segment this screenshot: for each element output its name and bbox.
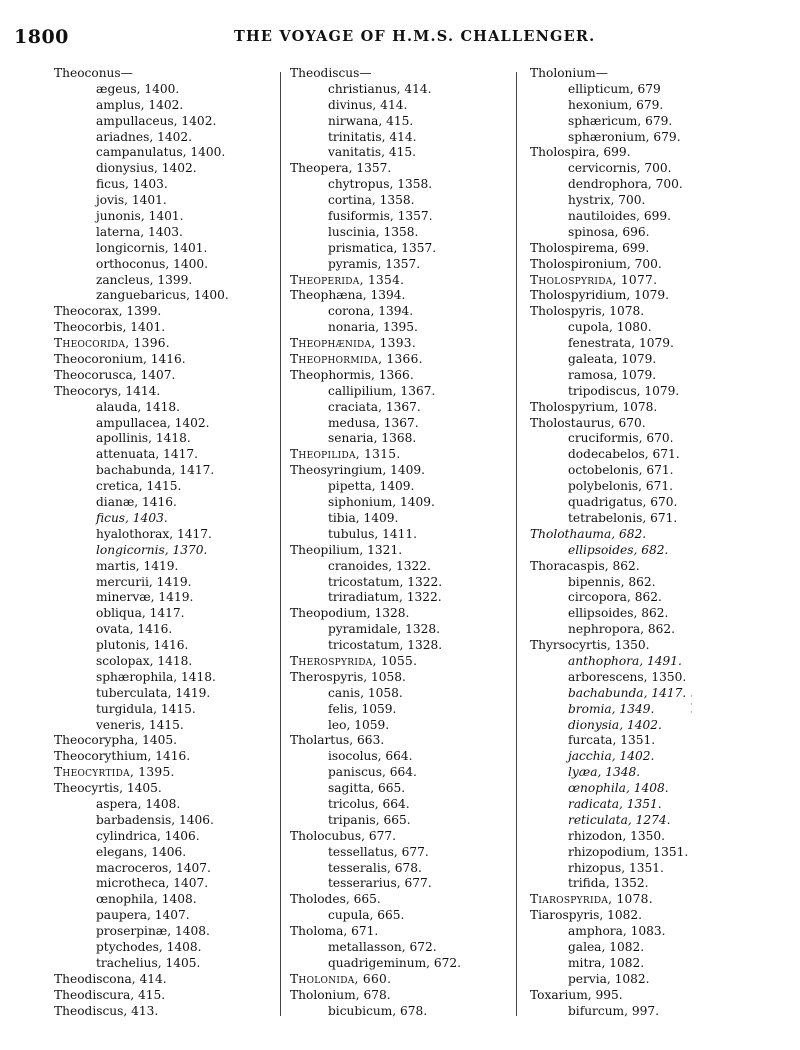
index-column-1 — [54, 66, 269, 1019]
index-subentry: trifida, 1352. — [568, 876, 649, 891]
index-entry: Tholostaurus, 670. — [530, 415, 646, 430]
index-subentry: rhizodon, 1350. — [568, 828, 665, 843]
index-subentry: tesseralis, 678. — [328, 860, 422, 875]
index-subentry: reticulata, 1274. — [568, 812, 671, 827]
index-entry: Theocyrtida, 1395. — [54, 765, 175, 780]
index-subentry: apollinis, 1418. — [96, 431, 191, 446]
index-entry: Tiarospyris, 1082. — [530, 908, 643, 923]
index-subentry: laterna, 1403. — [96, 224, 183, 239]
index-subentry: luscinia, 1358. — [328, 224, 419, 239]
index-subentry: tricolus, 664. — [328, 796, 410, 811]
index-entry: Tholospyris, 1078. — [530, 304, 645, 319]
index-subentry: nirwana, 415. — [328, 113, 414, 128]
index-subentry: longicornis, 1370. — [96, 542, 208, 557]
column-divider — [280, 72, 281, 1016]
margin-mark: · · · — [690, 692, 693, 718]
index-subentry: œnophila, 1408. — [568, 781, 669, 796]
index-entry: Theodiscona, 414. — [54, 971, 167, 986]
running-title: THE VOYAGE OF H.M.S. CHALLENGER. — [234, 28, 596, 45]
index-column-3 — [530, 66, 730, 1019]
index-subentry: elegans, 1406. — [96, 844, 187, 859]
index-subentry: proserpinæ, 1408. — [96, 924, 210, 939]
index-subentry: martis, 1419. — [96, 558, 179, 573]
index-subentry: cortina, 1358. — [328, 193, 415, 208]
index-entry: Theocorypha, 1405. — [54, 733, 177, 748]
index-subentry: campanulatus, 1400. — [96, 145, 226, 160]
index-subentry: tricostatum, 1322. — [328, 574, 443, 589]
index-subentry: pervia, 1082. — [568, 971, 650, 986]
index-subentry: polybelonis, 671. — [568, 479, 674, 494]
index-subentry: turgidula, 1415. — [96, 701, 196, 716]
index-entry: Theocyrtis, 1405. — [54, 781, 162, 796]
index-subentry: sphæricum, 679. — [568, 113, 673, 128]
index-subentry: cruciformis, 670. — [568, 431, 674, 446]
index-subentry: microtheca, 1407. — [96, 876, 209, 891]
index-subentry: chytropus, 1358. — [328, 177, 433, 192]
index-subentry: ægeus, 1400. — [96, 81, 180, 96]
index-subentry: rhizopus, 1351. — [568, 860, 664, 875]
index-subentry: obliqua, 1417. — [96, 606, 185, 621]
index-subentry: bromia, 1349. — [568, 701, 655, 716]
index-subentry: ampullacea, 1402. — [96, 415, 210, 430]
index-subentry: arborescens, 1350. — [568, 669, 687, 684]
index-entry: Tiarospyrida, 1078. — [530, 892, 653, 907]
index-entry: Tholoma, 671. — [290, 924, 379, 939]
index-entry: Tholospyrida, 1077. — [530, 272, 658, 287]
index-entry: Theodiscus— — [290, 66, 372, 80]
index-entry: Theopera, 1357. — [290, 161, 392, 176]
index-subentry: isocolus, 664. — [328, 749, 413, 764]
index-subentry: octobelonis, 671. — [568, 463, 674, 478]
index-subentry: metallasson, 672. — [328, 939, 437, 954]
index-subentry: tripanis, 665. — [328, 812, 411, 827]
index-subentry: zanguebaricus, 1400. — [96, 288, 229, 303]
index-subentry: tetrabelonis, 671. — [568, 510, 678, 525]
index-entry: Theophormida, 1366. — [290, 352, 423, 367]
index-subentry: galeata, 1079. — [568, 352, 657, 367]
column-divider — [516, 72, 517, 1016]
index-subentry: trinitatis, 414. — [328, 129, 417, 144]
index-entry: Theocorbis, 1401. — [54, 320, 166, 335]
index-subentry: nautiloides, 699. — [568, 209, 672, 224]
index-entry: Toxarium, 995. — [530, 987, 623, 1002]
index-subentry: ficus, 1403. — [96, 177, 168, 192]
index-subentry: dianæ, 1416. — [96, 495, 177, 510]
index-subentry: christianus, 414. — [328, 81, 432, 96]
index-subentry: hystrix, 700. — [568, 193, 646, 208]
index-subentry: ariadnes, 1402. — [96, 129, 193, 144]
index-entry: Therospyrida, 1055. — [290, 653, 418, 668]
index-subentry: jacchia, 1402. — [568, 749, 655, 764]
index-subentry: bipennis, 862. — [568, 574, 656, 589]
index-subentry: fusiformis, 1357. — [328, 209, 433, 224]
index-subentry: leo, 1059. — [328, 717, 390, 732]
index-subentry: dodecabelos, 671. — [568, 447, 680, 462]
index-entry: Theocoronium, 1416. — [54, 352, 186, 367]
index-subentry: tripodiscus, 1079. — [568, 383, 680, 398]
index-subentry: sphærophila, 1418. — [96, 669, 216, 684]
index-subentry: canis, 1058. — [328, 685, 403, 700]
index-subentry: alauda, 1418. — [96, 399, 180, 414]
index-subentry: cretica, 1415. — [96, 479, 182, 494]
index-subentry: macroceros, 1407. — [96, 860, 211, 875]
index-entry: Tholospira, 699. — [530, 145, 631, 160]
index-subentry: pyramis, 1357. — [328, 256, 421, 271]
index-subentry: paupera, 1407. — [96, 908, 190, 923]
index-subentry: radicata, 1351. — [568, 796, 662, 811]
index-subentry: triradiatum, 1322. — [328, 590, 442, 605]
index-entry: Tholothauma, 682. — [530, 526, 647, 541]
index-subentry: circopora, 862. — [568, 590, 662, 605]
index-subentry: hexonium, 679. — [568, 97, 664, 112]
index-subentry: sagitta, 665. — [328, 781, 406, 796]
index-subentry: ovata, 1416. — [96, 622, 173, 637]
index-subentry: scolopax, 1418. — [96, 653, 193, 668]
index-subentry: cupula, 665. — [328, 908, 405, 923]
index-subentry: pipetta, 1409. — [328, 479, 415, 494]
index-subentry: veneris, 1415. — [96, 717, 184, 732]
page-header — [14, 26, 596, 52]
index-subentry: sphæronium, 679. — [568, 129, 681, 144]
index-entry: Theoperida, 1354. — [290, 272, 405, 287]
index-subentry: plutonis, 1416. — [96, 638, 189, 653]
index-subentry: ellipsoides, 862. — [568, 606, 669, 621]
index-entry: Theopilium, 1321. — [290, 542, 403, 557]
index-entry: Tholospyridium, 1079. — [530, 288, 669, 303]
index-subentry: felis, 1059. — [328, 701, 397, 716]
index-subentry: dionysia, 1402. — [568, 717, 662, 732]
index-subentry: tesserarius, 677. — [328, 876, 432, 891]
index-subentry: ptychodes, 1408. — [96, 939, 202, 954]
index-entry: Theocorys, 1414. — [54, 383, 161, 398]
index-entry: Thyrsocyrtis, 1350. — [530, 638, 650, 653]
index-entry: Tholartus, 663. — [290, 733, 385, 748]
index-entry: Tholonium, 678. — [290, 987, 391, 1002]
index-subentry: amphora, 1083. — [568, 924, 666, 939]
index-subentry: aspera, 1408. — [96, 796, 181, 811]
index-subentry: attenuata, 1417. — [96, 447, 199, 462]
index-subentry: tuberculata, 1419. — [96, 685, 211, 700]
index-subentry: trachelius, 1405. — [96, 955, 201, 970]
index-subentry: corona, 1394. — [328, 304, 414, 319]
index-subentry: anthophora, 1491. — [568, 653, 682, 668]
index-subentry: ampullaceus, 1402. — [96, 113, 217, 128]
index-subentry: ramosa, 1079. — [568, 367, 657, 382]
index-subentry: craciata, 1367. — [328, 399, 421, 414]
index-entry: Theopodium, 1328. — [290, 606, 410, 621]
index-entry: Theophormis, 1366. — [290, 367, 414, 382]
index-column-2 — [290, 66, 515, 1019]
index-subentry: siphonium, 1409. — [328, 495, 435, 510]
index-subentry: tessellatus, 677. — [328, 844, 429, 859]
index-subentry: tricostatum, 1328. — [328, 638, 443, 653]
index-subentry: quadrigatus, 670. — [568, 495, 678, 510]
index-subentry: junonis, 1401. — [96, 209, 184, 224]
index-subentry: dionysius, 1402. — [96, 161, 197, 176]
index-entry: Thoracaspis, 862. — [530, 558, 640, 573]
index-entry: Tholonida, 660. — [290, 971, 392, 986]
index-subentry: dendrophora, 700. — [568, 177, 683, 192]
index-subentry: callipilium, 1367. — [328, 383, 436, 398]
index-entry: Tholonium— — [530, 66, 608, 80]
index-subentry: cervicornis, 700. — [568, 161, 672, 176]
index-subentry: œnophila, 1408. — [96, 892, 197, 907]
index-subentry: nonaria, 1395. — [328, 320, 418, 335]
index-subentry: bifurcum, 997. — [568, 1003, 660, 1018]
index-subentry: lyæa, 1348. — [568, 765, 641, 780]
index-entry: Theodiscura, 415. — [54, 987, 166, 1002]
index-entry: Theosyringium, 1409. — [290, 463, 425, 478]
index-entry: Tholospirema, 699. — [530, 240, 650, 255]
index-subentry: amplus, 1402. — [96, 97, 184, 112]
index-subentry: ficus, 1403. — [96, 510, 168, 525]
index-subentry: mitra, 1082. — [568, 955, 645, 970]
index-subentry: medusa, 1367. — [328, 415, 419, 430]
index-subentry: pyramidale, 1328. — [328, 622, 441, 637]
index-entry: Theophænida, 1393. — [290, 336, 417, 351]
index-entry: Tholocubus, 677. — [290, 828, 397, 843]
index-entry: Theodiscus, 413. — [54, 1003, 159, 1018]
index-entry: Theophæna, 1394. — [290, 288, 406, 303]
index-subentry: senaria, 1368. — [328, 431, 417, 446]
index-subentry: minervæ, 1419. — [96, 590, 194, 605]
index-subentry: spinosa, 696. — [568, 224, 650, 239]
index-subentry: orthoconus, 1400. — [96, 256, 209, 271]
index-entry: Therospyris, 1058. — [290, 669, 406, 684]
index-subentry: vanitatis, 415. — [328, 145, 416, 160]
index-subentry: zancleus, 1399. — [96, 272, 193, 287]
index-subentry: cranoides, 1322. — [328, 558, 431, 573]
index-subentry: ellipticum, 679 — [568, 81, 661, 96]
index-entry: Theoconus— — [54, 66, 133, 80]
index-subentry: mercurii, 1419. — [96, 574, 192, 589]
index-subentry: barbadensis, 1406. — [96, 812, 214, 827]
index-subentry: prismatica, 1357. — [328, 240, 437, 255]
index-entry: Tholospyrium, 1078. — [530, 399, 658, 414]
index-subentry: hyalothorax, 1417. — [96, 526, 212, 541]
index-subentry: furcata, 1351. — [568, 733, 656, 748]
index-entry: Theocorythium, 1416. — [54, 749, 191, 764]
index-entry: Tholospironium, 700. — [530, 256, 662, 271]
index-subentry: paniscus, 664. — [328, 765, 417, 780]
index-subentry: cylindrica, 1406. — [96, 828, 200, 843]
index-entry: Tholodes, 665. — [290, 892, 381, 907]
index-entry: Theocorax, 1399. — [54, 304, 162, 319]
index-subentry: bicubicum, 678. — [328, 1003, 428, 1018]
index-subentry: rhizopodium, 1351. — [568, 844, 689, 859]
index-subentry: cupola, 1080. — [568, 320, 652, 335]
index-subentry: ellipsoides, 682. — [568, 542, 669, 557]
index-subentry: tibia, 1409. — [328, 510, 399, 525]
index-subentry: quadrigeminum, 672. — [328, 955, 462, 970]
index-subentry: fenestrata, 1079. — [568, 336, 674, 351]
index-subentry: divinus, 414. — [328, 97, 408, 112]
index-subentry: tubulus, 1411. — [328, 526, 418, 541]
index-entry: Theocorusca, 1407. — [54, 367, 176, 382]
index-subentry: jovis, 1401. — [96, 193, 167, 208]
page-number: 1800 — [14, 26, 69, 48]
index-entry: Theocorida, 1396. — [54, 336, 170, 351]
index-subentry: longicornis, 1401. — [96, 240, 208, 255]
index-subentry: bachabunda, 1417. — [568, 685, 687, 700]
index-subentry: bachabunda, 1417. — [96, 463, 215, 478]
index-subentry: galea, 1082. — [568, 939, 645, 954]
index-subentry: nephropora, 862. — [568, 622, 675, 637]
index-entry: Theopilida, 1315. — [290, 447, 401, 462]
